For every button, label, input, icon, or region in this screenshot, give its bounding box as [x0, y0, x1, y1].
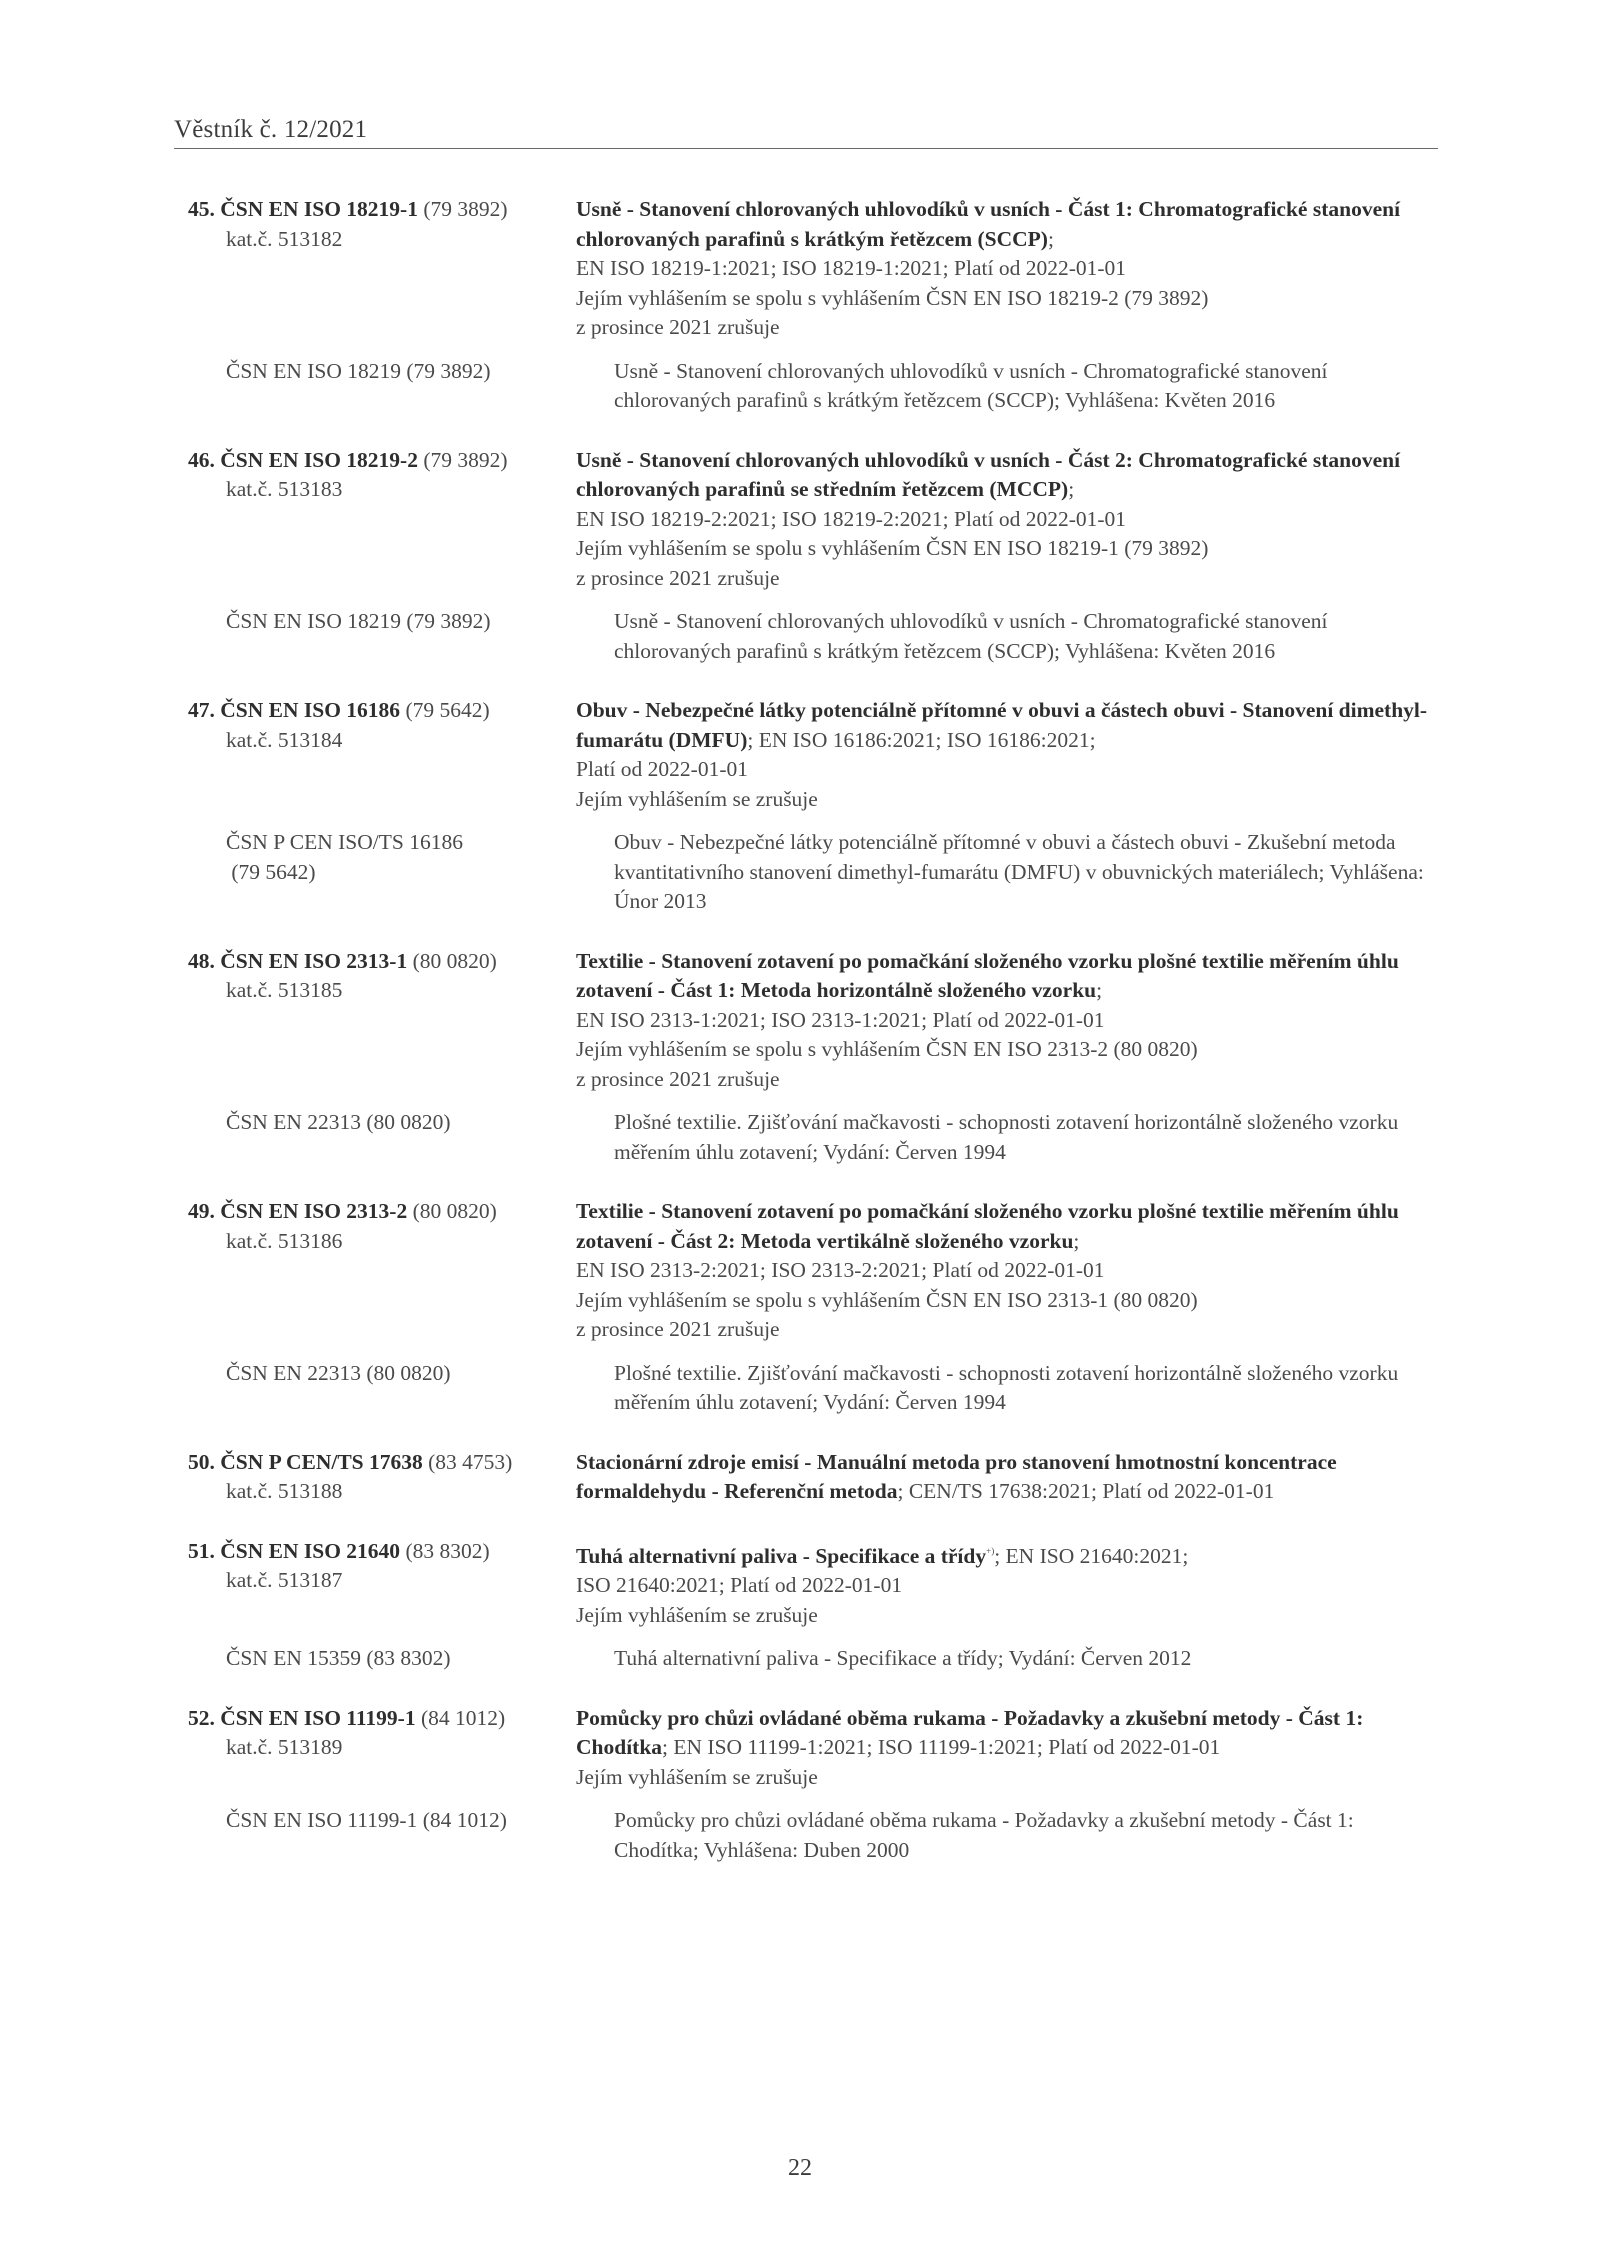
entry-number: 48.: [188, 948, 215, 973]
entry-description: [576, 1448, 1433, 1507]
entry-detail-line: ISO 21640:2021; Platí od 2022-01-01: [576, 1573, 903, 1597]
entry-detail-line: Platí od 2022-01-01: [576, 757, 748, 781]
entry-detail-line: Jejím vyhlášením se zrušuje: [576, 1764, 818, 1789]
replaced-standard-identifier: [188, 1806, 614, 1836]
entry-title-block: [576, 1704, 1433, 1763]
standards-list: [188, 195, 1433, 1895]
entry-description: [576, 1704, 1433, 1793]
catalog-number: kat.č. 513187: [226, 1568, 343, 1592]
standard-entry: [188, 195, 1433, 416]
standard-references: ; CEN/TS 17638:2021; Platí od 2022-01-01: [897, 1479, 1275, 1503]
entry-description: [576, 446, 1433, 594]
replaced-standard-title: Plošné textilie. Zjišťování mačkavosti - schopnosti zotavení horizontálně složeného vzorku měřením úhlu zotavení; Vydání: Červen 1994: [614, 1360, 1399, 1414]
standard-references: ;: [1068, 477, 1075, 501]
replaced-standard-identifier: [188, 607, 614, 637]
entry-title-block: [576, 1537, 1433, 1572]
replaced-standard-designation: ČSN P CEN ISO/TS 16186: [226, 830, 463, 854]
replaced-standard-designation: ČSN EN ISO 11199-1 (84 1012): [226, 1808, 507, 1832]
entry-title-block: [576, 947, 1433, 1006]
entry-identifier: [188, 696, 576, 755]
replaced-standard-title: Usně - Stanovení chlorovaných uhlovodíků v usních - Chromatografické stanovení chlorovaných parafinů s krátkým řetězcem (SCCP); Vyhlášena: Květen 2016: [614, 609, 1328, 663]
standard-title: Stacionární zdroje emisí - Manuální metoda pro stanovení hmotnostní koncentrace formaldehydu - Referenční metoda: [576, 1449, 1337, 1503]
standard-entry: [188, 1704, 1433, 1866]
replaced-standard-title: Plošné textilie. Zjišťování mačkavosti - schopnosti zotavení horizontálně složeného vzorku měřením úhlu zotavení; Vydání: Červen 1994: [614, 1110, 1399, 1164]
standard-designation: ČSN P CEN/TS 17638: [220, 1449, 423, 1474]
entry-number: 45.: [188, 197, 215, 221]
entry-standard-line: [188, 446, 576, 476]
catalog-number: kat.č. 513186: [226, 1228, 343, 1253]
entry-detail-line: Jejím vyhlášením se zrušuje: [576, 786, 818, 811]
page-header: [174, 108, 1438, 149]
classification-code: (80 0820): [407, 1199, 497, 1223]
replaced-standard-row: [188, 1806, 1433, 1865]
entry-number: 50.: [188, 1449, 215, 1474]
entry-standard-line: [188, 1197, 576, 1227]
entry-detail-line: EN ISO 2313-2:2021; ISO 2313-2:2021; Platí od 2022-01-01: [576, 1258, 1105, 1282]
replaced-standard-identifier: [188, 828, 614, 887]
replaced-standard-row: [188, 357, 1433, 416]
standard-designation: ČSN EN ISO 21640: [220, 1538, 401, 1563]
replaced-standard-designation: (79 5642): [226, 859, 316, 884]
standard-references: ;: [1073, 1228, 1080, 1253]
entry-main-row: [188, 1704, 1433, 1793]
replaced-standard-designation: ČSN EN ISO 18219 (79 3892): [226, 609, 491, 633]
entry-title-block: [576, 1197, 1433, 1256]
standard-title: Usně - Stanovení chlorovaných uhlovodíků v usních - Část 2: Chromatografické stanovení chlorovaných parafinů se středním řetězcem (MCCP): [576, 447, 1401, 501]
standard-designation: ČSN EN ISO 11199-1: [220, 1705, 416, 1730]
standard-entry: [188, 1197, 1433, 1418]
entry-title-block: [576, 696, 1433, 755]
standard-designation: ČSN EN ISO 16186: [220, 698, 401, 722]
catalog-number: kat.č. 513185: [226, 978, 343, 1002]
entry-main-row: [188, 696, 1433, 814]
standard-references: ; EN ISO 21640:2021;: [994, 1543, 1189, 1568]
entry-main-row: [188, 1197, 1433, 1345]
catalog-number: kat.č. 513188: [226, 1479, 343, 1503]
standard-designation: ČSN EN ISO 18219-1: [220, 197, 418, 221]
entry-detail-line: Jejím vyhlášením se spolu s vyhlášením ČSN EN ISO 18219-1 (79 3892): [576, 536, 1209, 560]
page-number: 22: [788, 2155, 812, 2181]
entry-number: 52.: [188, 1705, 215, 1730]
replaced-standard-identifier: [188, 1359, 614, 1389]
entry-standard-line: [188, 1704, 576, 1734]
replaced-standard-row: [188, 1359, 1433, 1418]
standard-entry: [188, 947, 1433, 1168]
entry-main-row: [188, 1537, 1433, 1631]
entry-identifier: [188, 195, 576, 254]
entry-detail-line: Jejím vyhlášením se spolu s vyhlášením ČSN EN ISO 2313-2 (80 0820): [576, 1037, 1198, 1061]
replaced-standard-designation: ČSN EN ISO 18219 (79 3892): [226, 358, 491, 383]
entry-description: [576, 1197, 1433, 1345]
entry-description: [576, 195, 1433, 343]
entry-standard-line: [188, 947, 576, 977]
journal-title: Věstník č. 12/2021: [174, 116, 368, 143]
classification-code: (84 1012): [415, 1705, 506, 1730]
replaced-standard-row: [188, 1108, 1433, 1167]
classification-code: (80 0820): [407, 948, 497, 973]
replaced-standard-title: Obuv - Nebezpečné látky potenciálně přítomné v obuvi a částech obuvi - Zkušební metoda kvantitativního stanovení dimethyl-fumarátu (DMFU) v obuvnických materiálech; Vyhlášena: Únor 2013: [614, 830, 1424, 913]
classification-code: (83 4753): [422, 1449, 513, 1474]
entry-title-block: [576, 195, 1433, 254]
entry-title-block: [576, 1448, 1433, 1507]
entry-number: 51.: [188, 1538, 215, 1563]
replaced-standard-title: Pomůcky pro chůzi ovládané oběma rukama - Požadavky a zkušební metody - Část 1: Chodítka; Vyhlášena: Duben 2000: [614, 1808, 1354, 1862]
standard-entry: [188, 696, 1433, 917]
entry-description: [576, 1537, 1433, 1631]
standard-entry: [188, 1537, 1433, 1674]
replaced-standard-designation: ČSN EN 15359 (83 8302): [226, 1646, 451, 1670]
standard-title: Textilie - Stanovení zotavení po pomačkání složeného vzorku plošné textilie měřením úhlu zotavení - Část 1: Metoda horizontálně složeného vzorku: [576, 948, 1399, 1002]
catalog-number: kat.č. 513182: [226, 226, 343, 251]
replaced-standard-row: [188, 828, 1433, 917]
entry-detail-line: z prosince 2021 zrušuje: [576, 1317, 780, 1341]
classification-code: (83 8302): [400, 1538, 490, 1563]
replaced-standard-row: [188, 607, 1433, 666]
classification-code: (79 3892): [417, 197, 508, 221]
standard-designation: ČSN EN ISO 18219-2: [220, 447, 418, 472]
entry-detail-line: Jejím vyhlášením se spolu s vyhlášením ČSN EN ISO 2313-1 (80 0820): [576, 1287, 1198, 1312]
standard-title: Pomůcky pro chůzi ovládané oběma rukama - Požadavky a zkušební metody - Část 1: Chodítka: [576, 1705, 1364, 1759]
entry-detail-line: Jejím vyhlášením se zrušuje: [576, 1602, 818, 1627]
replaced-standard-title: Tuhá alternativní paliva - Specifikace a třídy; Vydání: Červen 2012: [614, 1646, 1192, 1670]
entry-main-row: [188, 947, 1433, 1095]
entry-detail-line: EN ISO 2313-1:2021; ISO 2313-1:2021; Platí od 2022-01-01: [576, 1007, 1105, 1032]
entry-description: [576, 947, 1433, 1095]
footnote-marker: +): [986, 1545, 995, 1556]
standard-title: Tuhá alternativní paliva - Specifikace a třídy: [576, 1543, 987, 1568]
standard-title: Usně - Stanovení chlorovaných uhlovodíků v usních - Část 1: Chromatografické stanovení chlorovaných parafinů s krátkým řetězcem (SCCP): [576, 197, 1401, 251]
standard-entry: [188, 1448, 1433, 1507]
standard-entry: [188, 446, 1433, 667]
replaced-standard-identifier: [188, 1108, 614, 1138]
entry-detail-line: z prosince 2021 zrušuje: [576, 1066, 780, 1091]
entry-identifier: [188, 446, 576, 505]
entry-detail-line: Jejím vyhlášením se spolu s vyhlášením ČSN EN ISO 18219-2 (79 3892): [576, 285, 1209, 310]
standard-references: ;: [1047, 226, 1054, 251]
entry-title-block: [576, 446, 1433, 505]
catalog-number: kat.č. 513184: [226, 727, 343, 752]
entry-identifier: [188, 1537, 576, 1596]
classification-code: (79 3892): [417, 447, 508, 472]
entry-main-row: [188, 1448, 1433, 1507]
standard-references: ;: [1096, 978, 1103, 1002]
replaced-standard-identifier: [188, 1644, 614, 1674]
entry-identifier: [188, 1197, 576, 1256]
entry-detail-line: z prosince 2021 zrušuje: [576, 565, 780, 590]
entry-identifier: [188, 1448, 576, 1507]
entry-detail-line: EN ISO 18219-2:2021; ISO 18219-2:2021; Platí od 2022-01-01: [576, 506, 1127, 531]
replaced-standard-title: Usně - Stanovení chlorovaných uhlovodíků v usních - Chromatografické stanovení chlorovaných parafinů s krátkým řetězcem (SCCP); Vyhlášena: Květen 2016: [614, 358, 1328, 412]
standard-references: ; EN ISO 11199-1:2021; ISO 11199-1:2021; Platí od 2022-01-01: [662, 1735, 1221, 1759]
replaced-standard-identifier: [188, 357, 614, 387]
entry-main-row: [188, 446, 1433, 594]
catalog-number: kat.č. 513189: [226, 1735, 343, 1759]
entry-number: 47.: [188, 698, 215, 722]
standard-designation: ČSN EN ISO 2313-2: [220, 1199, 408, 1223]
standard-title: Textilie - Stanovení zotavení po pomačkání složeného vzorku plošné textilie měřením úhlu zotavení - Část 2: Metoda vertikálně složeného vzorku: [576, 1199, 1399, 1253]
entry-number: 46.: [188, 447, 215, 472]
entry-main-row: [188, 195, 1433, 343]
entry-standard-line: [188, 195, 576, 225]
entry-number: 49.: [188, 1199, 215, 1223]
entry-description: [576, 696, 1433, 814]
entry-identifier: [188, 947, 576, 1006]
entry-detail-line: EN ISO 18219-1:2021; ISO 18219-1:2021; Platí od 2022-01-01: [576, 256, 1127, 280]
entry-detail-line: z prosince 2021 zrušuje: [576, 315, 780, 339]
standard-title: Obuv - Nebezpečné látky potenciálně přítomné v obuvi a částech obuvi - Stanovení dimethyl-fumarátu (DMFU): [576, 698, 1428, 752]
entry-identifier: [188, 1704, 576, 1763]
catalog-number: kat.č. 513183: [226, 477, 343, 501]
standard-designation: ČSN EN ISO 2313-1: [220, 948, 408, 973]
standard-references: ; EN ISO 16186:2021; ISO 16186:2021;: [747, 727, 1096, 752]
entry-standard-line: [188, 696, 576, 726]
classification-code: (79 5642): [400, 698, 490, 722]
replaced-standard-designation: ČSN EN 22313 (80 0820): [226, 1360, 451, 1385]
entry-standard-line: [188, 1537, 576, 1567]
replaced-standard-designation: ČSN EN 22313 (80 0820): [226, 1110, 451, 1134]
entry-standard-line: [188, 1448, 576, 1478]
replaced-standard-row: [188, 1644, 1433, 1674]
